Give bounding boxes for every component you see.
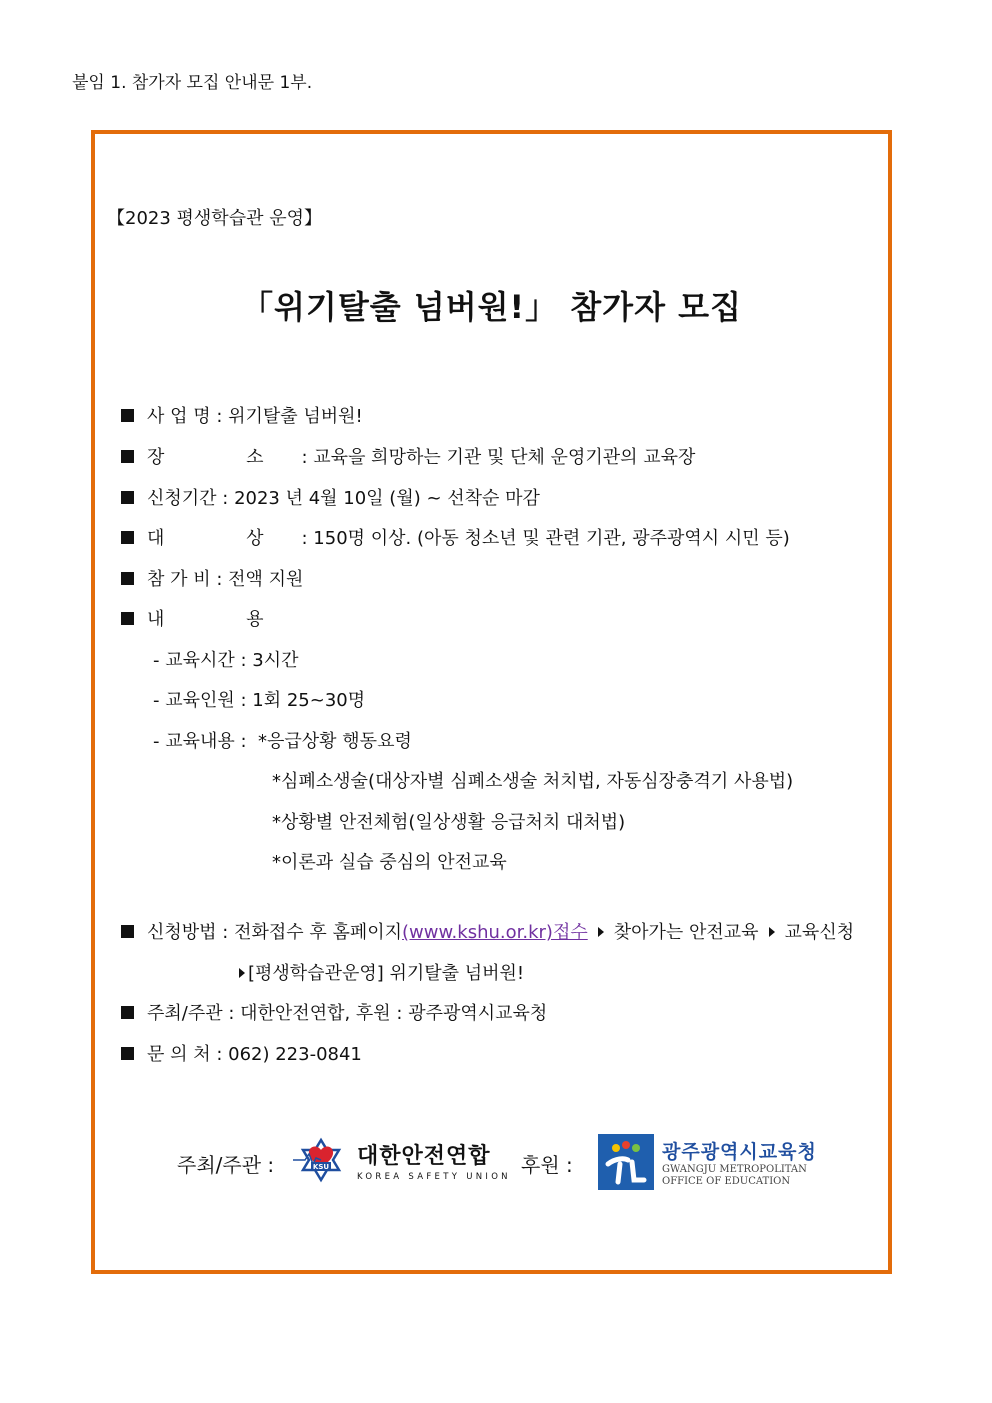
gwangju-name: 광주광역시교육청	[662, 1140, 817, 1163]
apply-prefix: 전화접수 후 홈페이지	[234, 922, 403, 943]
detail-value: 3시간	[252, 650, 299, 671]
item-value: 062) 223-0841	[228, 1044, 362, 1065]
ksu-english-name: KOREA SAFETY UNION	[357, 1171, 511, 1182]
item-apply-method: 신청방법 : 전화접수 후 홈페이지(www.kshu.or.kr)접수 찾아가는 안전교육 교육신청	[121, 918, 854, 944]
item-fee: 참 가 비 : 전액 지원	[121, 565, 303, 591]
content-line: *심폐소생술(대상자별 심폐소생술 처치법, 자동심장충격기 사용법)	[272, 771, 794, 792]
item-project-name: 사 업 명 : 위기탈출 넘버원!	[121, 402, 363, 428]
detail-label: - 교육인원 :	[153, 690, 253, 711]
bullet-icon	[121, 531, 134, 544]
section-label: 【2023 평생학습관 운영】	[107, 208, 322, 229]
item-label: 장 소	[147, 447, 302, 468]
item-period: 신청기간 : 2023 년 4월 10일 (월) ~ 선착순 마감	[121, 484, 540, 510]
ksu-logo	[291, 1136, 511, 1184]
content-line: *응급상황 행동요령	[258, 731, 412, 752]
item-value: 위기탈출 넘버원!	[228, 406, 363, 427]
detail-value: 1회 25~30명	[252, 690, 366, 711]
item-label: 대 상	[147, 528, 302, 549]
arrow-right-icon	[239, 968, 245, 978]
bullet-icon	[121, 572, 134, 585]
item-content	[121, 605, 302, 631]
bullet-icon	[121, 1006, 134, 1019]
item-label: 참 가 비	[147, 569, 211, 590]
detail-content	[153, 727, 412, 753]
gwangju-english-line2: OFFICE OF EDUCATION	[662, 1175, 791, 1187]
apply-step: 교육신청	[784, 922, 855, 943]
detail-label: - 교육내용 :	[153, 731, 253, 752]
item-label: 내 용	[147, 609, 302, 630]
attachment-note: 붙임 1. 참가자 모집 안내문 1부.	[72, 73, 313, 93]
bullet-icon	[121, 1047, 134, 1060]
item-value: 전액 지원	[228, 569, 304, 590]
notice-frame	[91, 130, 892, 1274]
ksu-badge-text: KSU	[312, 1163, 330, 1171]
homepage-link[interactable]: (www.kshu.or.kr)접수	[402, 922, 588, 943]
arrow-right-icon	[598, 927, 604, 937]
item-label: 사 업 명	[147, 406, 211, 427]
item-place: 장 소: 교육을 희망하는 기관 및 단체 운영기관의 교육장	[121, 443, 695, 469]
content-line: *상황별 안전체험(일상생활 응급처치 대처법)	[272, 812, 626, 833]
item-contact: 문 의 처 : 062) 223-0841	[121, 1040, 362, 1066]
bullet-icon	[121, 491, 134, 504]
item-label: 문 의 처	[147, 1044, 211, 1065]
detail-label: - 교육시간 :	[153, 650, 253, 671]
gwangju-emblem-icon	[598, 1134, 654, 1190]
item-value: 150명 이상. (아동 청소년 및 관련 기관, 광주광역시 시민 등)	[313, 528, 790, 549]
arrow-right-icon	[769, 927, 775, 937]
item-target: 대 상: 150명 이상. (아동 청소년 및 관련 기관, 광주광역시 시민 등)	[121, 524, 790, 550]
item-value: 대한안전연합, 후원 : 광주광역시교육청	[240, 1003, 548, 1024]
bullet-icon	[121, 925, 134, 938]
notice-title: 「위기탈출 넘버원!」 참가자 모집	[241, 288, 742, 326]
bullet-icon	[121, 409, 134, 422]
apply-step: 찾아가는 안전교육	[613, 922, 759, 943]
detail-hours	[153, 646, 299, 672]
gwangju-english-line1: GWANGJU METROPOLITAN	[662, 1163, 807, 1175]
footer-sponsor-label: 후원 :	[521, 1153, 573, 1177]
item-label: 신청기간	[147, 488, 217, 509]
footer-host-label: 주최/주관 :	[177, 1153, 275, 1177]
apply-method-cont	[239, 959, 524, 985]
gwangju-logo	[598, 1134, 817, 1190]
item-label: 신청방법	[147, 922, 217, 943]
ksu-emblem-icon	[291, 1136, 351, 1184]
ksu-name: 대한안전연합	[357, 1143, 491, 1169]
apply-step: [평생학습관운영] 위기탈출 넘버원!	[248, 963, 525, 984]
item-value: 2023 년 4월 10일 (월) ~ 선착순 마감	[234, 488, 540, 509]
item-value: 교육을 희망하는 기관 및 단체 운영기관의 교육장	[313, 447, 696, 468]
bullet-icon	[121, 450, 134, 463]
item-host: 주최/주관 : 대한안전연합, 후원 : 광주광역시교육청	[121, 999, 547, 1025]
bullet-icon	[121, 612, 134, 625]
item-label: 주최/주관	[147, 1003, 223, 1024]
detail-people	[153, 686, 365, 712]
content-line: *이론과 실습 중심의 안전교육	[272, 852, 507, 873]
